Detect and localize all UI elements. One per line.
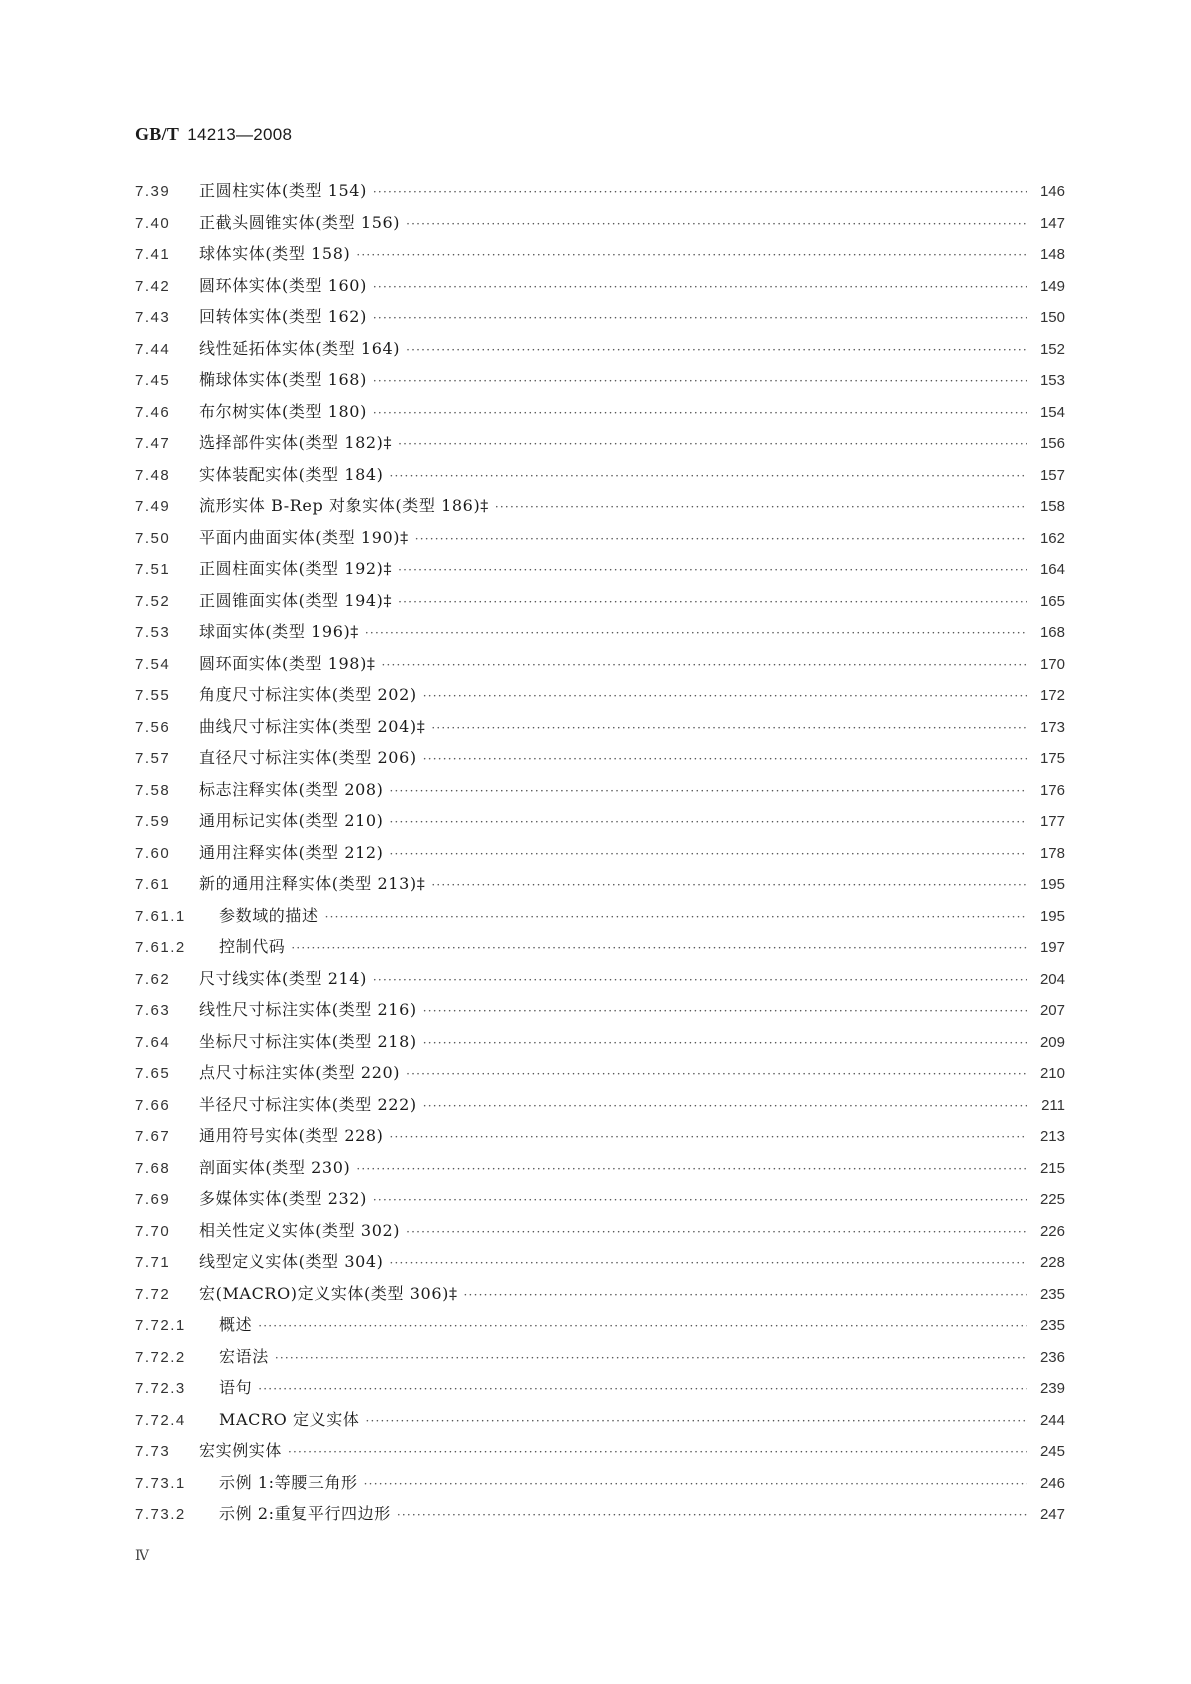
toc-entry-title: 语句 bbox=[219, 1378, 253, 1397]
toc-entry[interactable] bbox=[135, 1438, 1065, 1470]
toc-entry[interactable] bbox=[135, 1186, 1065, 1218]
toc-dot-leader bbox=[373, 973, 1027, 987]
toc-entry-page: 146 bbox=[1039, 183, 1065, 200]
toc-entry-title: 剖面实体(类型 230) bbox=[199, 1157, 351, 1177]
toc-entry-title: 通用标记实体(类型 210) bbox=[199, 811, 384, 830]
toc-entry-number: 7.70 bbox=[135, 1222, 171, 1240]
toc-entry-title: 圆环面实体(类型 198)‡ bbox=[199, 653, 376, 673]
toc-entry-title: 示例 1:等腰三角形 bbox=[219, 1472, 358, 1492]
standard-number: 14213—2008 bbox=[187, 125, 293, 144]
toc-entry-number: 7.56 bbox=[135, 718, 171, 736]
toc-entry[interactable] bbox=[135, 777, 1065, 809]
toc-entry-page: 150 bbox=[1039, 309, 1065, 326]
toc-entry-number: 7.73.1 bbox=[135, 1474, 186, 1492]
toc-dot-leader bbox=[423, 752, 1027, 766]
toc-entry-number: 7.67 bbox=[135, 1128, 171, 1145]
standard-prefix: GB/T bbox=[135, 124, 180, 144]
toc-entry-number: 7.72 bbox=[135, 1285, 171, 1303]
toc-entry-title: 正圆柱面实体(类型 192)‡ bbox=[199, 559, 393, 578]
toc-entry-page: 154 bbox=[1039, 403, 1065, 421]
toc-entry-title: 通用注释实体(类型 212) bbox=[199, 842, 384, 862]
toc-entry-page: 235 bbox=[1039, 1317, 1065, 1334]
toc-entry-number: 7.57 bbox=[135, 750, 171, 767]
toc-entry[interactable] bbox=[135, 462, 1065, 494]
toc-entry-page: 246 bbox=[1039, 1474, 1065, 1492]
toc-entry-title: 线型定义实体(类型 304) bbox=[199, 1252, 384, 1271]
toc-entry-page: 175 bbox=[1039, 750, 1065, 767]
toc-dot-leader bbox=[373, 406, 1027, 420]
toc-entry-number: 7.49 bbox=[135, 498, 171, 515]
toc-entry-page: 158 bbox=[1039, 498, 1065, 515]
toc-dot-leader bbox=[258, 1382, 1027, 1396]
toc-entry-page: 247 bbox=[1039, 1506, 1065, 1523]
toc-entry-page: 235 bbox=[1039, 1285, 1065, 1303]
toc-dot-leader bbox=[365, 626, 1027, 640]
toc-entry-title: MACRO 定义实体 bbox=[219, 1409, 360, 1429]
toc-entry-number: 7.73.2 bbox=[135, 1506, 186, 1523]
toc-entry[interactable] bbox=[135, 934, 1065, 966]
toc-entry-title: 多媒体实体(类型 232) bbox=[199, 1189, 367, 1208]
toc-entry-title: 示例 2:重复平行四边形 bbox=[219, 1504, 391, 1523]
toc-entry-number: 7.72.2 bbox=[135, 1348, 186, 1366]
toc-dot-leader bbox=[423, 1099, 1027, 1113]
toc-entry-title: 宏实例实体 bbox=[199, 1441, 283, 1460]
toc-entry[interactable] bbox=[135, 336, 1065, 368]
toc-entry-page: 207 bbox=[1039, 1002, 1065, 1019]
toc-entry[interactable] bbox=[135, 745, 1065, 777]
toc-entry[interactable] bbox=[135, 1029, 1065, 1061]
toc-entry-number: 7.44 bbox=[135, 340, 171, 358]
toc-entry-number: 7.40 bbox=[135, 214, 171, 232]
toc-entry[interactable] bbox=[135, 367, 1065, 399]
toc-entry-number: 7.54 bbox=[135, 655, 171, 673]
toc-entry-number: 7.41 bbox=[135, 246, 171, 263]
toc-dot-leader bbox=[406, 217, 1027, 231]
toc-dot-leader bbox=[373, 1193, 1027, 1207]
toc-dot-leader bbox=[406, 343, 1027, 357]
toc-entry-number: 7.60 bbox=[135, 844, 171, 862]
toc-dot-leader bbox=[423, 1004, 1027, 1018]
toc-entry-title: 球面实体(类型 196)‡ bbox=[199, 622, 359, 641]
toc-entry[interactable] bbox=[135, 1249, 1065, 1281]
toc-dot-leader bbox=[406, 1225, 1027, 1239]
toc-entry-number: 7.72.1 bbox=[135, 1317, 186, 1334]
toc-entry[interactable] bbox=[135, 210, 1065, 242]
toc-entry-number: 7.61.1 bbox=[135, 907, 186, 925]
toc-entry-number: 7.73 bbox=[135, 1443, 171, 1460]
toc-entry-title: 正圆柱实体(类型 154) bbox=[199, 181, 367, 200]
toc-dot-leader bbox=[431, 878, 1027, 892]
toc-entry-number: 7.42 bbox=[135, 277, 171, 295]
toc-dot-leader bbox=[431, 721, 1027, 735]
toc-entry[interactable] bbox=[135, 966, 1065, 998]
toc-entry[interactable] bbox=[135, 525, 1065, 557]
toc-dot-leader bbox=[423, 1036, 1027, 1050]
toc-entry[interactable] bbox=[135, 241, 1065, 273]
toc-dot-leader bbox=[415, 532, 1027, 546]
toc-entry-number: 7.71 bbox=[135, 1254, 171, 1271]
toc-entry-page: 165 bbox=[1039, 592, 1065, 610]
toc-entry-page: 153 bbox=[1039, 372, 1065, 389]
toc-entry-title: 球体实体(类型 158) bbox=[199, 244, 351, 263]
toc-dot-leader bbox=[398, 437, 1027, 451]
toc-entry[interactable] bbox=[135, 1218, 1065, 1250]
table-of-contents bbox=[135, 178, 1065, 1533]
toc-entry-page: 178 bbox=[1039, 844, 1065, 862]
toc-entry-title: 线性尺寸标注实体(类型 216) bbox=[199, 1000, 417, 1019]
toc-entry-page: 228 bbox=[1039, 1254, 1065, 1271]
toc-entry[interactable] bbox=[135, 493, 1065, 525]
toc-entry-number: 7.58 bbox=[135, 781, 171, 799]
toc-entry-number: 7.43 bbox=[135, 309, 171, 326]
toc-entry[interactable] bbox=[135, 619, 1065, 651]
toc-dot-leader bbox=[397, 1508, 1027, 1522]
toc-entry-page: 177 bbox=[1039, 813, 1065, 830]
toc-dot-leader bbox=[398, 563, 1027, 577]
toc-entry[interactable] bbox=[135, 840, 1065, 872]
toc-entry-page: 204 bbox=[1039, 970, 1065, 988]
toc-entry-page: 225 bbox=[1039, 1191, 1065, 1208]
toc-dot-leader bbox=[495, 500, 1027, 514]
toc-dot-leader bbox=[390, 847, 1027, 861]
toc-entry[interactable] bbox=[135, 808, 1065, 840]
toc-entry-page: 164 bbox=[1039, 561, 1065, 578]
toc-entry[interactable] bbox=[135, 1060, 1065, 1092]
toc-entry-title: 尺寸线实体(类型 214) bbox=[199, 968, 367, 988]
toc-entry-page: 195 bbox=[1039, 876, 1065, 893]
page-number: Ⅳ bbox=[135, 1549, 149, 1564]
toc-entry[interactable] bbox=[135, 1407, 1065, 1439]
toc-entry-number: 7.68 bbox=[135, 1159, 171, 1177]
toc-dot-leader bbox=[373, 311, 1027, 325]
toc-dot-leader bbox=[373, 280, 1027, 294]
toc-entry[interactable] bbox=[135, 714, 1065, 746]
toc-entry-number: 7.47 bbox=[135, 435, 171, 452]
toc-entry-title: 半径尺寸标注实体(类型 222) bbox=[199, 1094, 417, 1114]
toc-entry[interactable] bbox=[135, 997, 1065, 1029]
toc-entry-title: 坐标尺寸标注实体(类型 218) bbox=[199, 1031, 417, 1051]
toc-entry[interactable] bbox=[135, 1281, 1065, 1313]
toc-dot-leader bbox=[288, 1445, 1027, 1459]
toc-entry[interactable] bbox=[135, 1092, 1065, 1124]
toc-entry[interactable] bbox=[135, 1375, 1065, 1407]
toc-entry-page: 210 bbox=[1039, 1065, 1065, 1082]
toc-entry-title: 相关性定义实体(类型 302) bbox=[199, 1220, 401, 1240]
toc-entry[interactable] bbox=[135, 1501, 1065, 1533]
toc-entry-title: 宏语法 bbox=[219, 1346, 269, 1366]
toc-entry[interactable] bbox=[135, 304, 1065, 336]
toc-entry[interactable] bbox=[135, 1155, 1065, 1187]
toc-dot-leader bbox=[373, 185, 1027, 199]
toc-entry-page: 157 bbox=[1039, 466, 1065, 484]
toc-dot-leader bbox=[356, 248, 1027, 262]
toc-entry-number: 7.46 bbox=[135, 403, 171, 421]
toc-dot-leader bbox=[364, 1477, 1027, 1491]
toc-dot-leader bbox=[382, 658, 1027, 672]
toc-entry-page: 172 bbox=[1039, 687, 1065, 704]
toc-entry[interactable] bbox=[135, 871, 1065, 903]
toc-dot-leader bbox=[390, 1130, 1027, 1144]
toc-dot-leader bbox=[464, 1288, 1027, 1302]
toc-entry-title: 参数域的描述 bbox=[219, 905, 319, 925]
toc-dot-leader bbox=[423, 689, 1027, 703]
toc-entry-title: 宏(MACRO)定义实体(类型 306)‡ bbox=[199, 1283, 458, 1303]
toc-entry-title: 曲线尺寸标注实体(类型 204)‡ bbox=[199, 716, 426, 736]
toc-entry-page: 162 bbox=[1039, 529, 1065, 547]
toc-entry-number: 7.55 bbox=[135, 687, 171, 704]
toc-entry-title: 线性延拓体实体(类型 164) bbox=[199, 338, 401, 358]
toc-dot-leader bbox=[325, 910, 1027, 924]
toc-entry-page: 244 bbox=[1039, 1411, 1065, 1429]
toc-entry-page: 236 bbox=[1039, 1348, 1065, 1366]
toc-entry-page: 156 bbox=[1039, 435, 1065, 452]
toc-entry-page: 245 bbox=[1039, 1443, 1065, 1460]
toc-entry-number: 7.66 bbox=[135, 1096, 171, 1114]
toc-entry-page: 170 bbox=[1039, 655, 1065, 673]
toc-entry[interactable] bbox=[135, 1123, 1065, 1155]
toc-dot-leader bbox=[356, 1162, 1027, 1176]
toc-entry-title: 回转体实体(类型 162) bbox=[199, 307, 367, 326]
toc-dot-leader bbox=[373, 374, 1027, 388]
toc-entry-title: 实体装配实体(类型 184) bbox=[199, 464, 384, 484]
toc-entry[interactable] bbox=[135, 903, 1065, 935]
toc-entry-title: 标志注释实体(类型 208) bbox=[199, 779, 384, 799]
toc-entry-page: 168 bbox=[1039, 624, 1065, 641]
toc-entry-number: 7.53 bbox=[135, 624, 171, 641]
toc-entry-page: 148 bbox=[1039, 246, 1065, 263]
toc-entry-title: 直径尺寸标注实体(类型 206) bbox=[199, 748, 417, 767]
toc-entry-title: 正截头圆锥实体(类型 156) bbox=[199, 212, 401, 232]
toc-entry[interactable] bbox=[135, 1470, 1065, 1502]
toc-entry-title: 点尺寸标注实体(类型 220) bbox=[199, 1063, 401, 1082]
toc-dot-leader bbox=[258, 1319, 1027, 1333]
toc-entry-number: 7.45 bbox=[135, 372, 171, 389]
toc-entry-title: 控制代码 bbox=[219, 937, 286, 956]
toc-entry-number: 7.61.2 bbox=[135, 939, 186, 956]
toc-entry-title: 流形实体 B-Rep 对象实体(类型 186)‡ bbox=[199, 496, 489, 515]
toc-entry-number: 7.61 bbox=[135, 876, 171, 893]
toc-entry-title: 选择部件实体(类型 182)‡ bbox=[199, 433, 393, 452]
toc-dot-leader bbox=[291, 941, 1027, 955]
toc-entry-title: 角度尺寸标注实体(类型 202) bbox=[199, 685, 417, 704]
document-header bbox=[135, 124, 292, 145]
toc-entry-title: 概述 bbox=[219, 1315, 253, 1334]
toc-entry-page: 147 bbox=[1039, 214, 1065, 232]
toc-entry-page: 176 bbox=[1039, 781, 1065, 799]
toc-dot-leader bbox=[406, 1067, 1027, 1081]
toc-entry-number: 7.59 bbox=[135, 813, 171, 830]
toc-entry-title: 椭球体实体(类型 168) bbox=[199, 370, 367, 389]
toc-entry-number: 7.69 bbox=[135, 1191, 171, 1208]
toc-entry-number: 7.72.4 bbox=[135, 1411, 186, 1429]
toc-entry-number: 7.72.3 bbox=[135, 1380, 186, 1397]
toc-entry[interactable] bbox=[135, 430, 1065, 462]
toc-entry-title: 圆环体实体(类型 160) bbox=[199, 275, 367, 295]
toc-dot-leader bbox=[390, 784, 1027, 798]
toc-entry-number: 7.39 bbox=[135, 183, 171, 200]
toc-entry-number: 7.62 bbox=[135, 970, 171, 988]
toc-entry-number: 7.51 bbox=[135, 561, 171, 578]
toc-entry-number: 7.65 bbox=[135, 1065, 171, 1082]
toc-entry[interactable] bbox=[135, 556, 1065, 588]
toc-entry-page: 215 bbox=[1039, 1159, 1065, 1177]
toc-entry-number: 7.63 bbox=[135, 1002, 171, 1019]
toc-entry-page: 197 bbox=[1039, 939, 1065, 956]
toc-entry[interactable] bbox=[135, 399, 1065, 431]
toc-entry-page: 152 bbox=[1039, 340, 1065, 358]
toc-entry[interactable] bbox=[135, 651, 1065, 683]
toc-entry-page: 173 bbox=[1039, 718, 1065, 736]
toc-entry[interactable] bbox=[135, 1344, 1065, 1376]
toc-entry[interactable] bbox=[135, 682, 1065, 714]
toc-entry-number: 7.48 bbox=[135, 466, 171, 484]
toc-dot-leader bbox=[390, 1256, 1027, 1270]
toc-dot-leader bbox=[390, 815, 1027, 829]
toc-entry-page: 211 bbox=[1041, 1096, 1065, 1114]
toc-dot-leader bbox=[365, 1414, 1027, 1428]
toc-dot-leader bbox=[275, 1351, 1027, 1365]
toc-entry-title: 通用符号实体(类型 228) bbox=[199, 1126, 384, 1145]
toc-entry[interactable] bbox=[135, 178, 1065, 210]
toc-entry[interactable] bbox=[135, 1312, 1065, 1344]
toc-entry[interactable] bbox=[135, 273, 1065, 305]
toc-entry-number: 7.64 bbox=[135, 1033, 171, 1051]
toc-entry-title: 正圆锥面实体(类型 194)‡ bbox=[199, 590, 393, 610]
toc-dot-leader bbox=[398, 595, 1027, 609]
toc-entry-page: 195 bbox=[1039, 907, 1065, 925]
toc-entry-title: 平面内曲面实体(类型 190)‡ bbox=[199, 527, 409, 547]
toc-entry-title: 布尔树实体(类型 180) bbox=[199, 401, 367, 421]
toc-entry-page: 213 bbox=[1039, 1128, 1065, 1145]
toc-entry-page: 239 bbox=[1039, 1380, 1065, 1397]
toc-dot-leader bbox=[390, 469, 1027, 483]
toc-entry-page: 226 bbox=[1039, 1222, 1065, 1240]
toc-entry-page: 209 bbox=[1039, 1033, 1065, 1051]
toc-entry[interactable] bbox=[135, 588, 1065, 620]
toc-entry-title: 新的通用注释实体(类型 213)‡ bbox=[199, 874, 426, 893]
toc-entry-number: 7.50 bbox=[135, 529, 171, 547]
toc-entry-number: 7.52 bbox=[135, 592, 171, 610]
toc-entry-page: 149 bbox=[1039, 277, 1065, 295]
